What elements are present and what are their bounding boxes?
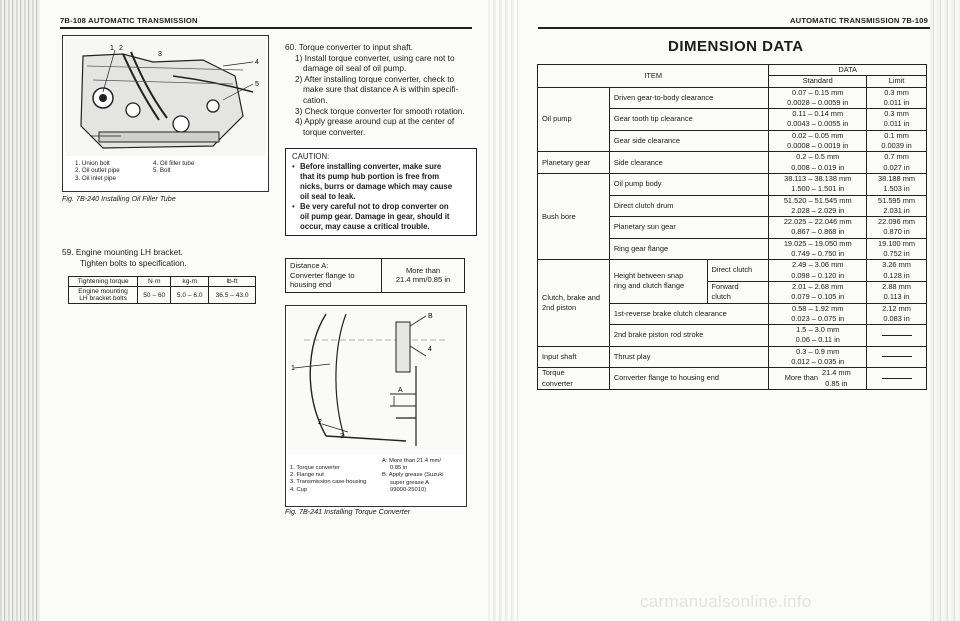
std-value: 0.07 – 0.15 mm 0.0028 – 0.0059 in	[769, 87, 867, 109]
group-bush-bore: Bush bore	[538, 173, 610, 259]
torque-header-lbft: lb-ft	[209, 277, 256, 287]
std-value: 2.49 – 3.06 mm 0.098 – 0.120 in	[769, 260, 867, 282]
col-header-limit: Limit	[867, 76, 927, 87]
limit-value: 51.595 mm 2.031 in	[867, 195, 927, 217]
std-value: 51.520 – 51.545 mm 2.028 – 2.029 in	[769, 195, 867, 217]
fig241-caption: Fig. 7B-241 Installing Torque Converter	[285, 507, 411, 516]
item-direct-clutch-drum: Direct clutch drum	[609, 195, 769, 217]
sub-forward-clutch: Forward clutch	[707, 281, 769, 303]
limit-value: 3.26 mm 0.128 in	[867, 260, 927, 282]
distance-spec-box	[285, 258, 465, 293]
std-value: 0.3 – 0.9 mm 0.012 – 0.035 in	[769, 346, 867, 368]
item-oil-pump-body: Oil pump body	[609, 173, 769, 195]
limit-empty	[867, 346, 927, 368]
std-value: 38.113 – 38.138 mm 1.500 – 1.501 in	[769, 173, 867, 195]
item-converter-flange-housing: Converter flange to housing end	[609, 368, 769, 390]
limit-value: 0.1 mm 0.0039 in	[867, 130, 927, 152]
fig240-callout-5: 5	[255, 81, 259, 88]
item-thrust-play: Thrust play	[609, 346, 769, 368]
group-oil-pump: Oil pump	[538, 87, 610, 152]
item-1st-reverse-brake-clearance: 1st-reverse brake clutch clearance	[609, 303, 769, 325]
item-side-clearance: Side clearance	[609, 152, 769, 174]
page-header-left: 7B-108 AUTOMATIC TRANSMISSION	[60, 16, 198, 25]
page-binding-left	[0, 0, 40, 621]
item-ring-gear-flange: Ring gear flange	[609, 238, 769, 260]
torque-converter-illustration	[286, 306, 466, 456]
fig240-callout-4: 4	[255, 59, 259, 66]
std-value: 19.025 – 19.050 mm 0.749 – 0.750 in	[769, 238, 867, 260]
header-rule-left	[60, 27, 472, 29]
limit-value: 0.7 mm 0.027 in	[867, 152, 927, 174]
fig240-callout-3: 3	[158, 51, 162, 58]
group-torque-converter: Torque converter	[538, 368, 610, 390]
col-header-standard: Standard	[769, 76, 867, 87]
fig240-callout-1: 1	[110, 45, 114, 52]
std-value: 0.11 – 0.14 mm 0.0043 – 0.0055 in	[769, 109, 867, 131]
item-planetary-sun-gear: Planetary sun gear	[609, 217, 769, 239]
torque-header-label: Tightening torque	[69, 277, 138, 287]
torque-spec-table	[68, 276, 256, 304]
fig241-callout-2: 2	[318, 419, 322, 426]
torque-row-label: Engine mounting LH bracket bolts	[69, 287, 138, 304]
watermark: carmanualsonline.info	[640, 592, 812, 611]
distance-label: Distance A: Converter flange to housing end	[286, 259, 382, 293]
header-rule-right	[538, 27, 930, 29]
fig241-callout-3: 3	[340, 433, 344, 440]
page-binding-center	[488, 0, 518, 621]
std-value: 2.01 – 2.68 mm 0.079 – 0.105 in	[769, 281, 867, 303]
col-header-item: ITEM	[538, 65, 769, 88]
oil-filler-tube-illustration	[63, 36, 268, 158]
fig241-callout-4: 4	[428, 346, 432, 353]
figure-torque-converter	[285, 305, 467, 507]
limit-empty	[867, 325, 927, 347]
fig241-callout-b: B	[428, 313, 433, 320]
limit-value: 38.188 mm 1.503 in	[867, 173, 927, 195]
torque-value-lbft: 36.5 – 43.0	[209, 287, 256, 304]
fig240-callout-2: 2	[119, 45, 123, 52]
fig241-callout-1: 1	[291, 365, 295, 372]
limit-value: 2.12 mm 0.083 in	[867, 303, 927, 325]
step-59: 59. Engine mounting LH bracket. Tighten bolts to specification.	[62, 247, 187, 268]
std-value: 0.2 – 0.5 mm 0.008 – 0.019 in	[769, 152, 867, 174]
item-snap-ring-height: Height between snap ring and clutch flange	[609, 260, 707, 303]
fig240-legend: 1. Union bolt 4. Oil filler tube 2. Oil outlet pipe 5. Bolt 3. Oil inlet pipe	[75, 160, 195, 182]
item-gear-side-clearance: Gear side clearance	[609, 130, 769, 152]
step-60: 60. Torque converter to input shaft. 1) Install torque converter, using care not to damage oil seal of oil pump. 2) After installing torque converter, check to make sure that distance A is within specifi- cation. 3) Check torque converter for smooth rotation. 4) Apply grease around cup at the center of torque converter.	[285, 42, 465, 137]
page-binding-right	[930, 0, 960, 621]
torque-header-kgm: kg-m	[171, 277, 209, 287]
item-gear-tooth-tip-clearance: Gear tooth tip clearance	[609, 109, 769, 131]
limit-value: 0.3 mm 0.011 in	[867, 87, 927, 109]
std-value: 22.025 – 22.046 mm 0.867 – 0.868 in	[769, 217, 867, 239]
distance-value: More than 21.4 mm/0.85 in	[395, 265, 451, 285]
fig241-legend-left: 1. Torque converter 2. Flange nut 3. Transmission case housing 4. Cup	[290, 465, 367, 493]
std-value: More than 21.4 mm 0.85 in	[769, 368, 867, 390]
caution-box: CAUTION: • Before installing converter, make sure that its pump hub portion is free from nicks, burrs or damage which may cause oil seal to leak. • Be very careful not to drop converter on oil pump gear. Damage in gear, should it occur, may cause a critical trouble.	[285, 148, 477, 236]
std-value: 0.02 – 0.05 mm 0.0008 – 0.0019 in	[769, 130, 867, 152]
item-2nd-brake-piston-stroke: 2nd brake piston rod stroke	[609, 325, 769, 347]
limit-value: 2.88 mm 0.113 in	[867, 281, 927, 303]
torque-value-nm: 50 – 60	[138, 287, 171, 304]
group-input-shaft: Input shaft	[538, 346, 610, 368]
std-value: 0.58 – 1.92 mm 0.023 – 0.075 in	[769, 303, 867, 325]
limit-value: 22.096 mm 0.870 in	[867, 217, 927, 239]
fig240-caption: Fig. 7B-240 Installing Oil Filler Tube	[62, 194, 176, 203]
figure-oil-filler-tube	[62, 35, 269, 192]
fig241-callout-a: A	[398, 387, 403, 394]
group-planetary-gear: Planetary gear	[538, 152, 610, 174]
limit-value: 19.100 mm 0.752 in	[867, 238, 927, 260]
torque-value-kgm: 5.0 – 6.0	[171, 287, 209, 304]
dimension-data-table	[537, 64, 927, 390]
group-clutch-brake-piston: Clutch, brake and 2nd piston	[538, 260, 610, 346]
caution-title: CAUTION:	[292, 152, 330, 161]
page-title: DIMENSION DATA	[668, 38, 804, 55]
page-header-right: AUTOMATIC TRANSMISSION 7B-109	[790, 16, 929, 25]
item-driven-gear-clearance: Driven gear-to-body clearance	[609, 87, 769, 109]
std-value: 1.5 – 3.0 mm 0.06 – 0.11 in	[769, 325, 867, 347]
limit-value: 0.3 mm 0.011 in	[867, 109, 927, 131]
sub-direct-clutch: Direct clutch	[707, 260, 769, 282]
fig241-legend-right: A: More than 21.4 mm/ 0.85 in B: Apply grease (Suzuki super grease A 99000-25010)	[382, 458, 444, 493]
col-header-data: DATA	[769, 65, 927, 76]
torque-header-nm: N·m	[138, 277, 171, 287]
limit-empty	[867, 368, 927, 390]
